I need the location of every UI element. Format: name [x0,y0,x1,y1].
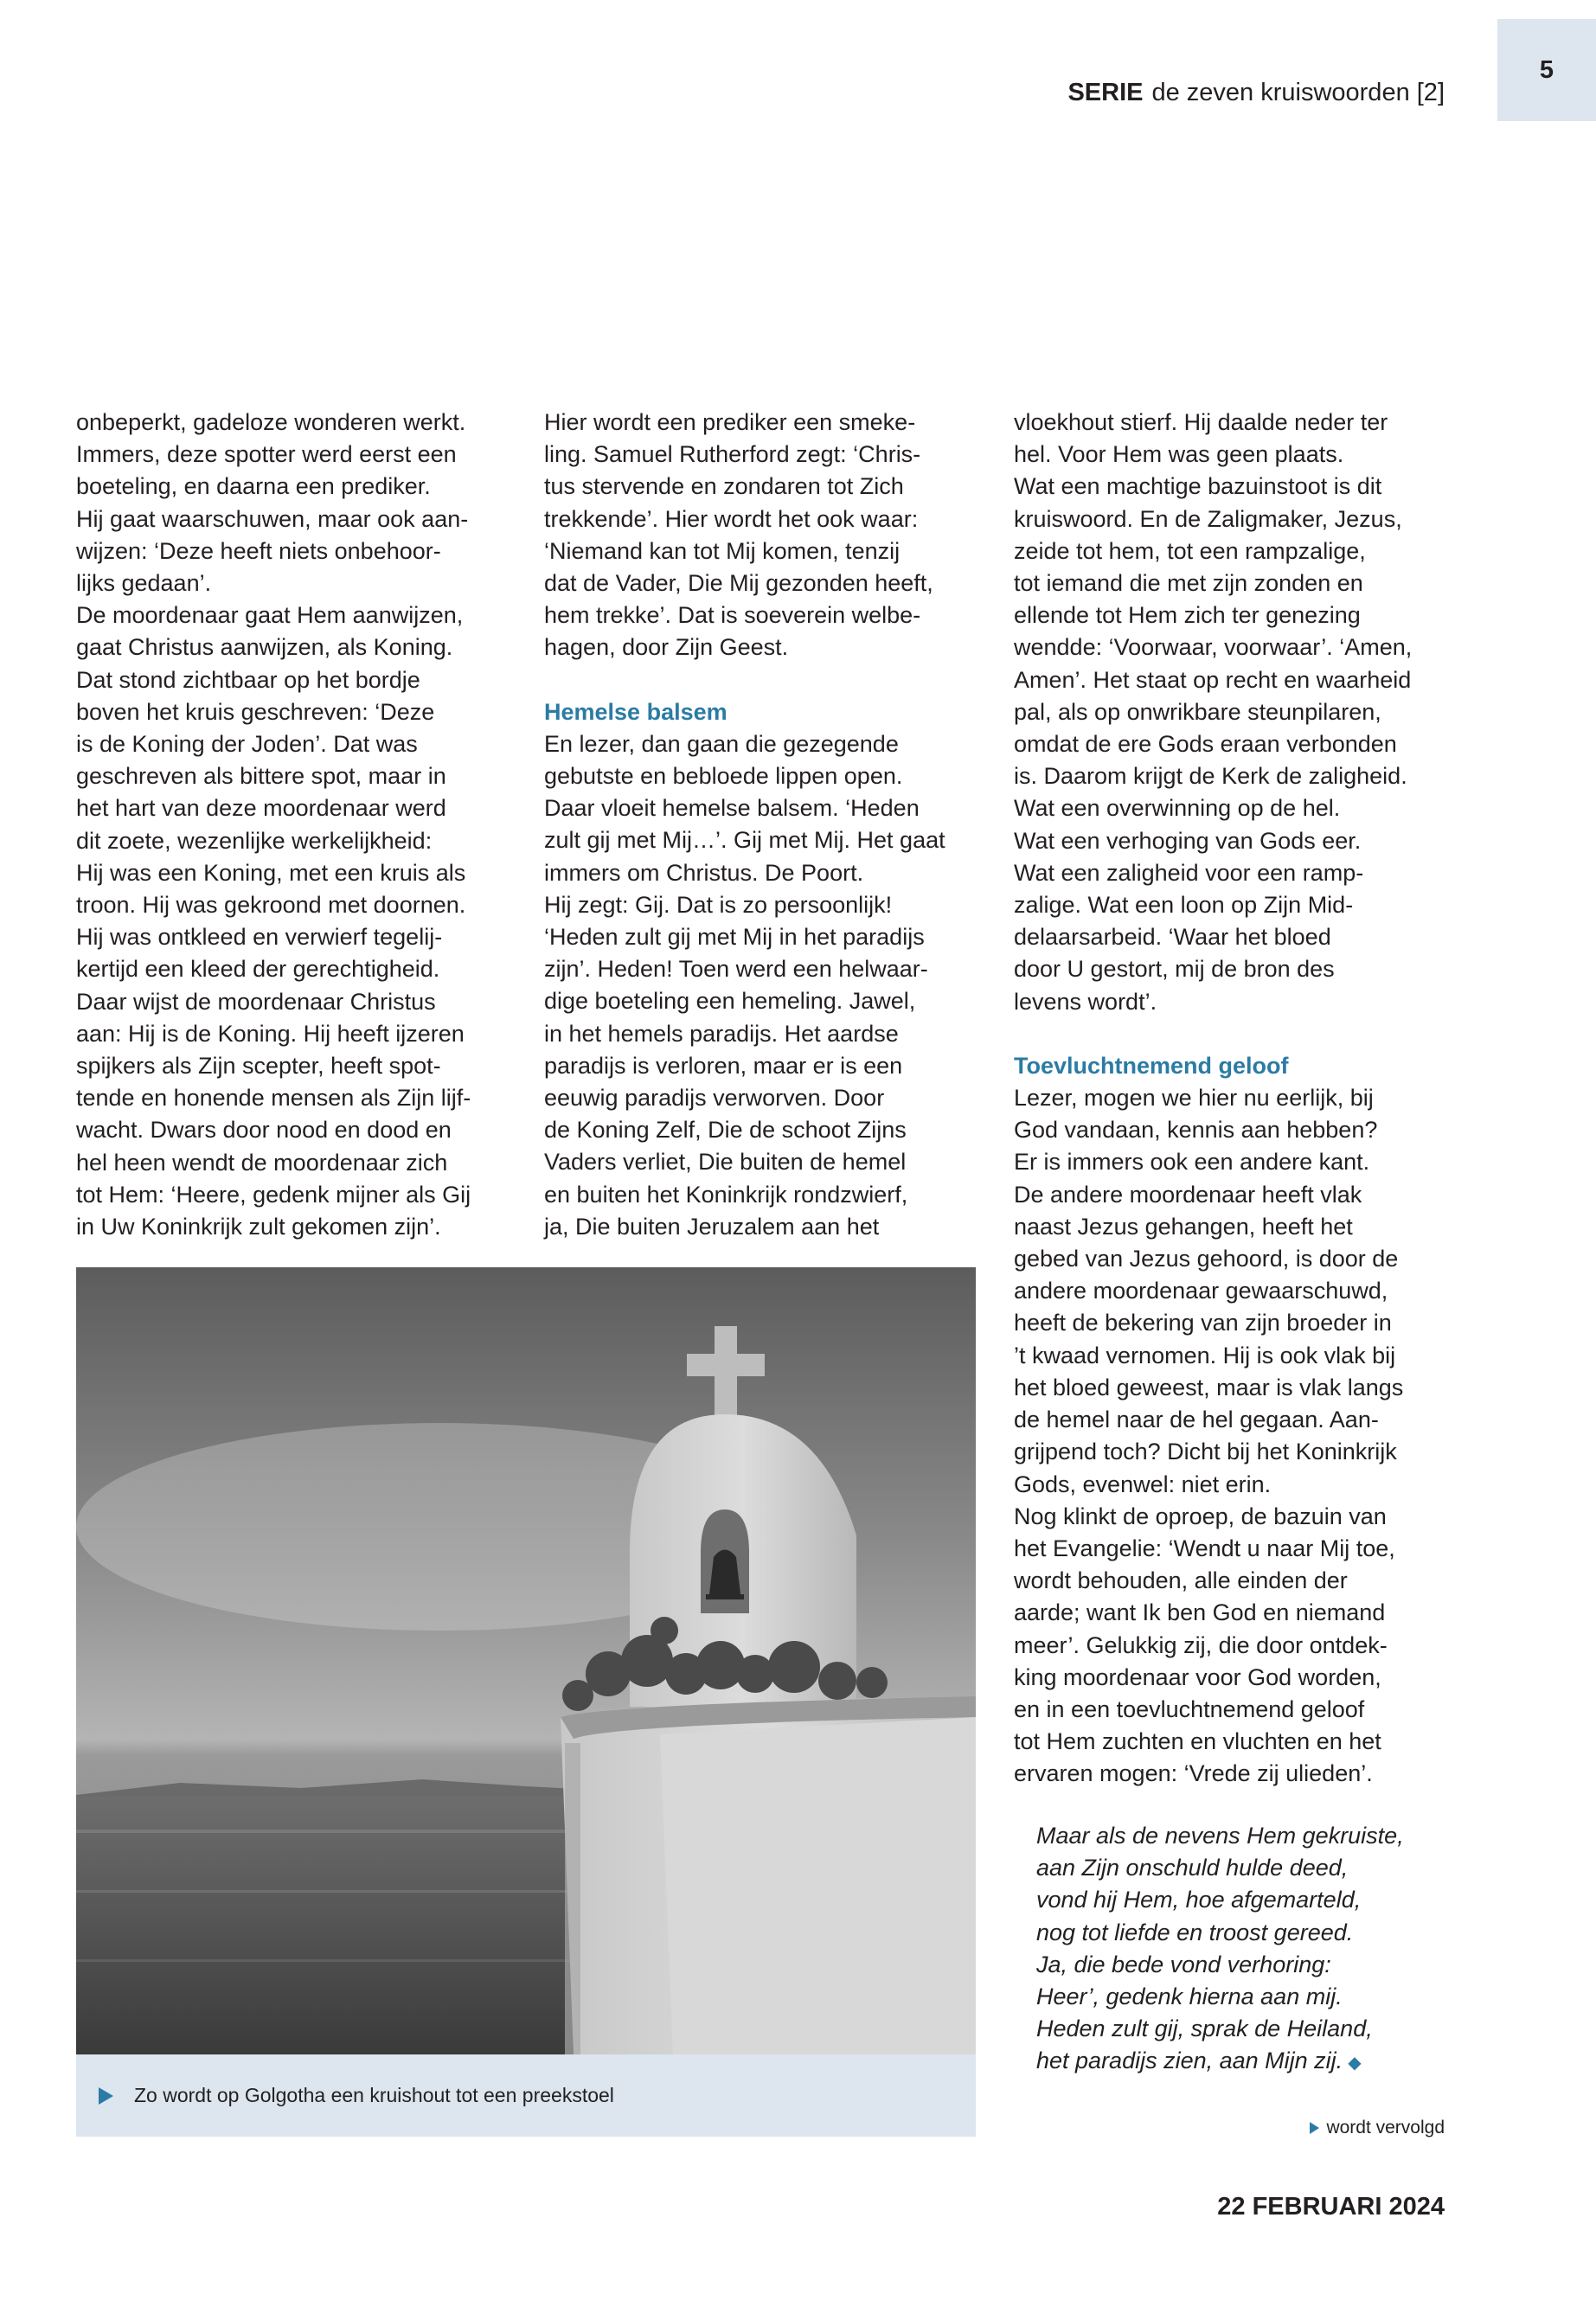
issue-date: 22 FEBRUARI 2024 [1217,2193,1445,2221]
article-column-1 [76,407,526,1243]
page-number-tab [1497,19,1596,121]
heading-hemelse-balsem: Hemelse balsem [544,698,727,725]
caption-text: Zo wordt op Golgotha een kruishout tot een preekstoel [134,2084,614,2106]
end-diamond-icon: ◆ [1348,2054,1362,2073]
column-2-text-2: En lezer, dan gaan die gezegende gebutste en bebloede lippen open. Daar vloeit hemelse balsem. ‘Heden zult gij met Mij…’. Gij met Mij. Het gaat immers om Christus. De Poort. Hij zegt: Gij. Dat is zo persoonlijk! ‘Heden zult gij met Mij in het paradijs zijn’. Heden! Toen werd een helwaar- dige boeteling een hemeling. Jawel, in het hemels paradijs. Het aardse paradijs is verloren, maar er is een eeuwig paradijs verworven. Door de Koning Zelf, Die de schoot Zijns Vaders verliet, Die buiten de hemel en buiten het Koninkrijk rondzwierf, ja, Die buiten Jeruzalem aan het [544,730,945,1240]
continued-triangle-icon [1310,2122,1319,2134]
bell-tower-photo [76,1267,976,2054]
column-3-text-2: Lezer, mogen we hier nu eerlijk, bij God vandaan, kennis aan hebben? Er is immers ook een andere kant. De andere moordenaar heeft vlak naast Jezus gehangen, heeft het gebed van Jezus gehoord, is door de andere moordenaar gewaarschuwd, heeft de bekering van zijn broeder in ’t kwaad vernomen. Hij is ook vlak bij het bloed geweest, maar is vlak langs de hemel naar de hel gegaan. Aan- grijpend toch? Dicht bij het Koninkrijk Gods, evenwel: niet erin. Nog klinkt de oproep, de bazuin van het Evangelie: ‘Wendt u naar Mij toe, wordt behouden, alle einden der aarde; want Ik ben God en niemand meer’. Gelukkig zij, die door ontdek- king moordenaar voor God worden, en in een toevluchtnemend geloof tot Hem zuchten en vluchten en het ervaren mogen: ‘Vrede zij ulieden’. [1014,1085,1404,1787]
article-column-2 [544,407,977,1243]
column-3-text-1: vloekhout stierf. Hij daalde neder ter hel. Voor Hem was geen plaats. Wat een machtige bazuinstoot is dit kruiswoord. En de Zaligmaker, Jezus, zeide tot hem, tot een rampzalige, tot iemand die met zijn zonden en ellende tot Hem zich ter genezing wendde: ‘Voorwaar, voorwaar’. ‘Amen, Amen’. Het staat op recht en waarheid pal, als op onwrikbare steunpilaren, omdat de ere Gods eraan verbonden is. Daarom krijgt de Kerk de zaligheid. Wat een overwinning op de hel. Wat een verhoging van Gods eer. Wat een zaligheid voor een ramp- zalige. Wat een loon op Zijn Mid- delaarsarbeid. ‘Waar het bloed door U gestort, mij de bron des levens wordt’. [1014,409,1413,1015]
column-2-text-1: Hier wordt een prediker een smeke- ling. Samuel Rutherford zegt: ‘Chris- tus stervende en zondaren tot Zich trekkende’. Hier wordt het ook waar: ‘Niemand kan tot Mij komen, tenzij dat de Vader, Die Mij gezonden heeft, hem trekke’. Dat is soeverein welbe- hagen, door Zijn Geest. [544,409,933,661]
continued-label: wordt vervolgd [1326,2118,1445,2138]
continued-note [1310,2118,1445,2138]
photo-caption [76,2054,976,2137]
page-number: 5 [1539,55,1554,84]
caption-triangle-icon [99,2087,113,2105]
running-head [1067,75,1445,110]
heading-toevluchtnemend-geloof: Toevluchtnemend geloof [1014,1052,1289,1079]
series-label: SERIE [1067,79,1144,106]
series-title: de zeven kruiswoorden [2] [1151,79,1445,106]
column-1-text: onbeperkt, gadeloze wonderen werkt. Immers, deze spotter werd eerst een boeteling, en daarna een prediker. Hij gaat waarschuwen, maar ook aan- wijzen: ‘Deze heeft niets onbehoor- lijks gedaan’. De moordenaar gaat Hem aanwijzen, gaat Christus aanwijzen, als Koning. Dat stond zichtbaar op het bordje boven het kruis geschreven: ‘Deze is de Koning der Joden’. Dat was geschreven als bittere spot, maar in het hart van deze moordenaar werd dit zoete, wezenlijke werkelijkheid: Hij was een Koning, met een kruis als troon. Hij was gekroond met doornen. Hij was ontkleed en verwierf tegelij- kertijd een kleed der gerechtigheid. Daar wijst de moordenaar Christus aan: Hij is de Koning. Hij heeft ijzeren spijkers als Zijn scepter, heeft spot- tende en honende mensen als Zijn lijf- wacht. Dwars door nood en dood en hel heen wendt de moordenaar zich tot Hem: ‘Heere, gedenk mijner als Gij in Uw Koninkrijk zult gekomen zijn’. [76,409,471,1240]
poem-text: Maar als de nevens Hem gekruiste, aan Zijn onschuld hulde deed, vond hij Hem, hoe afgemarteld, nog tot liefde en troost gereed. Ja, die bede vond verhoring: Heer’, gedenk hierna aan mij. Heden zult gij, sprak de Heiland, het paradijs zien, aan Mijn zij. [1036,1823,1404,2074]
article-column-3 [1014,407,1455,1791]
closing-poem [1036,1820,1469,2080]
